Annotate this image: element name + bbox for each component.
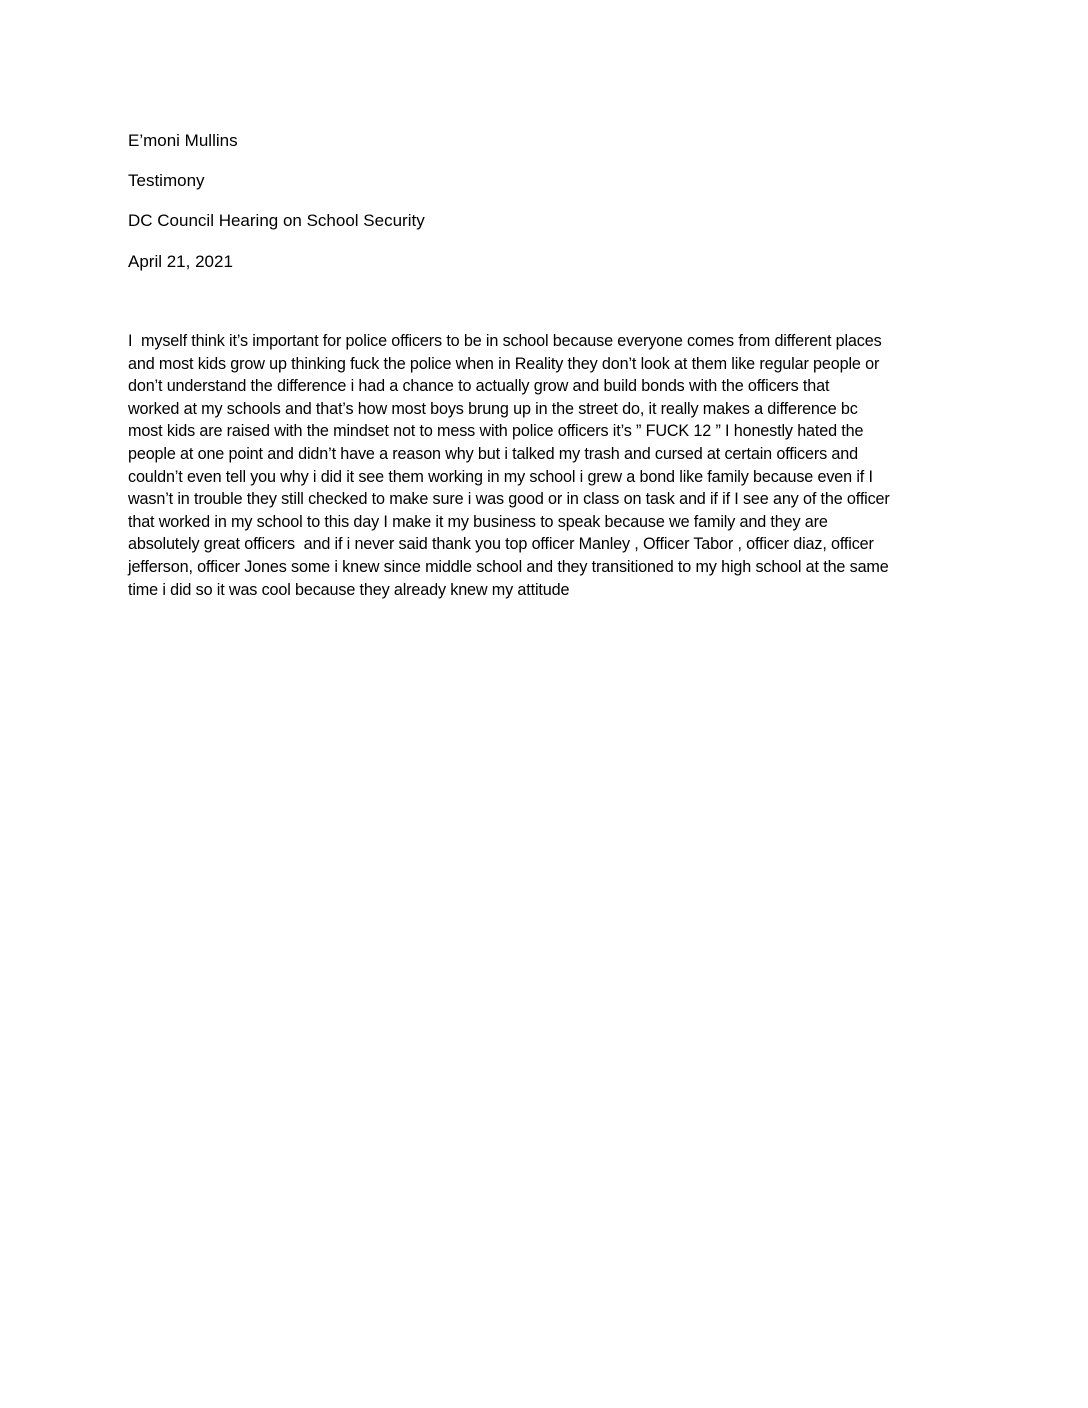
author-name: E’moni Mullins	[128, 131, 238, 150]
body-line: absolutely great officers and if i never said thank you top officer Manley , Officer Tabor , officer diaz, officer	[128, 535, 874, 554]
body-line: don’t understand the difference i had a chance to actually grow and build bonds with the officers that	[128, 377, 830, 396]
body-line: worked at my schools and that’s how most boys brung up in the street do, it really makes a difference bc	[128, 399, 858, 418]
body-line: couldn’t even tell you why i did it see them working in my school i grew a bond like family because even if I	[128, 467, 873, 486]
testimony-body	[128, 330, 988, 601]
body-line: I myself think it’s important for police officers to be in school because everyone comes from different places	[128, 332, 882, 350]
body-line: most kids are raised with the mindset not to mess with police officers it’s ” FUCK 12 ” I honestly hated the	[128, 422, 864, 441]
body-line: wasn’t in trouble they still checked to make sure i was good or in class on task and if if I see any of the officer	[128, 490, 890, 509]
testimony-date: April 21, 2021	[128, 252, 233, 271]
hearing-title: DC Council Hearing on School Security	[128, 211, 425, 230]
body-line: jefferson, officer Jones some i knew since middle school and they transitioned to my high school at the same	[128, 557, 889, 576]
body-line: people at one point and didn’t have a reason why but i talked my trash and cursed at certain officers and	[128, 444, 858, 463]
body-line: that worked in my school to this day I make it my business to speak because we family and they are	[128, 512, 828, 531]
body-line: time i did so it was cool because they already knew my attitude	[128, 580, 570, 599]
document-type: Testimony	[128, 171, 205, 190]
body-line: and most kids grow up thinking fuck the police when in Reality they don’t look at them like regular people or	[128, 354, 880, 373]
